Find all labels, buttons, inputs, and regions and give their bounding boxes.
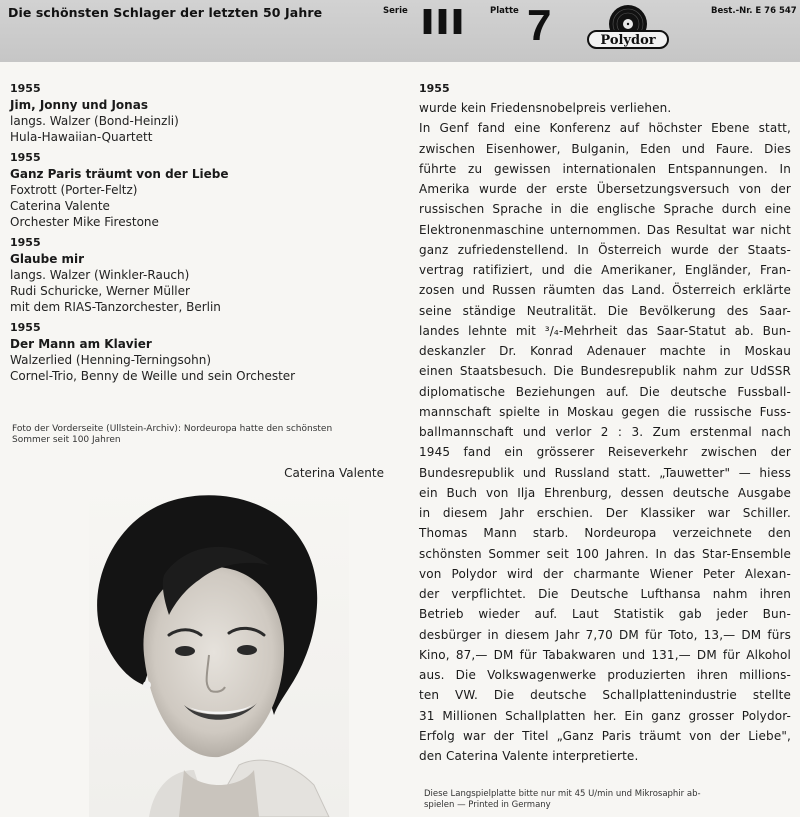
cover-photo-credit <box>12 424 392 446</box>
footer-line: Diese Langspielplatte bitte nur mit 45 U/min und Mikrosaphir ab- <box>424 789 701 799</box>
polydor-logo-icon <box>587 3 669 53</box>
track-list <box>10 80 385 388</box>
track-title: Ganz Paris träumt von der Liebe <box>10 167 229 181</box>
track-year: 1955 <box>10 236 41 249</box>
article-line: wurde kein Friedensnobelpreis verliehen. <box>419 101 672 115</box>
article-line: seine ständige Neutralität. Die Bevölkerung des Saar- <box>419 303 791 318</box>
track-item <box>10 234 385 315</box>
track-performer: Caterina Valente <box>10 199 110 213</box>
article-line: einen Staatsbesuch. Die Bundesrepublik nahm zur UdSSR <box>419 364 791 379</box>
track-performer: Rudi Schuricke, Werner Müller <box>10 284 190 298</box>
track-year: 1955 <box>10 82 41 95</box>
photo-caption: Caterina Valente <box>284 466 384 480</box>
track-genre: langs. Walzer (Bond-Heinzli) <box>10 114 179 128</box>
track-title: Jim, Jonny und Jonas <box>10 98 148 112</box>
article-year: 1955 <box>419 82 450 95</box>
article-line: Elektronenmaschine unternommen. Das Resultat war nicht <box>419 222 791 237</box>
portrait-photo <box>89 485 349 817</box>
track-year: 1955 <box>10 321 41 334</box>
track-item <box>10 80 385 145</box>
playback-note <box>424 789 794 811</box>
credit-line: Foto der Vorderseite (Ullstein-Archiv): Nordeuropa hatte den schönsten <box>12 424 333 434</box>
article-line: ein Buch von Ilja Ehrenburg, dessen deutsche Ausgabe <box>419 485 791 500</box>
header-bar <box>0 0 800 62</box>
article-line: führte zu gewissen internationalen Entspannungen. In <box>419 161 791 176</box>
track-item <box>10 149 385 230</box>
footer-line: spielen — Printed in Germany <box>424 800 551 810</box>
track-title: Der Mann am Klavier <box>10 337 152 351</box>
track-title: Glaube mir <box>10 252 85 266</box>
article-line: in diesem Jahr erschien. Der Klassiker war Schiller. <box>419 506 791 520</box>
article-line: der verpflichtet. Die Deutsche Lufthansa nahm ihren <box>419 587 791 601</box>
article-line: desbürger in diesem Jahr 7,70 DM für Toto, 13,— DM fürs <box>419 627 791 642</box>
track-genre: Walzerlied (Henning-Terningsohn) <box>10 353 212 367</box>
article-line: den Caterina Valente interpretierte. <box>419 749 639 763</box>
article-line: zwischen Eisenhower, Bulganin, Eden und Faure. Dies <box>419 141 791 156</box>
article-line: aus. Die Volkswagenwerke produzierten ihren millions- <box>419 668 791 682</box>
serie-number: III <box>420 1 466 42</box>
article-line: schönsten Sommer seit 100 Jahren. In das Star-Ensemble <box>419 546 791 561</box>
article-line: Kino, 87,— DM für Tabakwaren und 131,— DM für Alkohol <box>419 647 791 662</box>
order-number: Best.-Nr. E 76 547 <box>711 6 797 16</box>
article-line: ballmannschaft und verlor 2 : 3. Zum erstenmal nach <box>419 425 791 439</box>
brand-name: Polydor <box>600 33 656 48</box>
article-line: landes lehnte mit ³/₄-Mehrheit das Saar-Statut ab. Bun- <box>419 323 791 338</box>
article-line: Bundesrepublik und Russland statt. „Tauwetter" — hiess <box>419 465 791 480</box>
platte-label: Platte <box>490 6 519 16</box>
article-line: Erfolg war der Titel „Ganz Paris träumt von der Liebe", <box>419 728 791 743</box>
article-line: ten VW. Die deutsche Schallplattenindustrie stellte <box>419 688 791 703</box>
article-line: vertrag ratifiziert, und die Amerikaner, Engländer, Fran- <box>419 263 791 277</box>
track-year: 1955 <box>10 151 41 164</box>
track-performer: Hula-Hawaiian-Quartett <box>10 130 153 144</box>
article-line: deskanzler Dr. Konrad Adenauer machte in Moskau <box>419 344 791 358</box>
article-line: Betrieb wieder auf. Laut Statistik gab jeder Bun- <box>419 607 791 622</box>
article-line: ganz zufriedenstellend. In Österreich wurde der Staats- <box>419 242 791 257</box>
article-line: Thomas Mann starb. Nordeuropa verzeichnete den <box>419 526 791 541</box>
track-performer: Cornel-Trio, Benny de Weille und sein Orchester <box>10 369 296 383</box>
article-line: mannschaft spielte in Moskau gegen die russische Fuss- <box>419 404 791 419</box>
track-genre: langs. Walzer (Winkler-Rauch) <box>10 268 190 282</box>
article-line: In Genf fand eine Konferenz auf höchster Ebene statt, <box>419 121 791 136</box>
article-line: 31 Millionen Schallplatten her. Ein ganz grosser Polydor- <box>419 708 791 723</box>
article-line: 1945 fand ein grösserer Reiseverkehr zwischen der <box>419 445 791 460</box>
serie-label: Serie <box>383 6 408 16</box>
track-item <box>10 319 385 384</box>
track-genre: Foxtrott (Porter-Feltz) <box>10 183 138 197</box>
credit-line: Sommer seit 100 Jahren <box>12 435 121 445</box>
platte-number: 7 <box>527 1 552 50</box>
track-orchestra: Orchester Mike Firestone <box>10 215 159 229</box>
series-title: Die schönsten Schlager der letzten 50 Jahre <box>8 5 323 20</box>
article-line: Amerika wurde der erste Übersetzungsversuch von der <box>419 182 791 196</box>
article-line: russischen Sprache in die englische Sprache durch eine <box>419 202 791 217</box>
article <box>419 80 791 766</box>
article-line: zosen und Russen räumten das Land. Österreich erklärte <box>419 283 791 298</box>
article-line: von Polydor wird der charmante Wiener Peter Alexan- <box>419 566 791 581</box>
track-orchestra: mit dem RIAS-Tanzorchester, Berlin <box>10 300 221 314</box>
article-line: diplomatische Beziehungen auf. Die deutsche Fussball- <box>419 384 791 399</box>
